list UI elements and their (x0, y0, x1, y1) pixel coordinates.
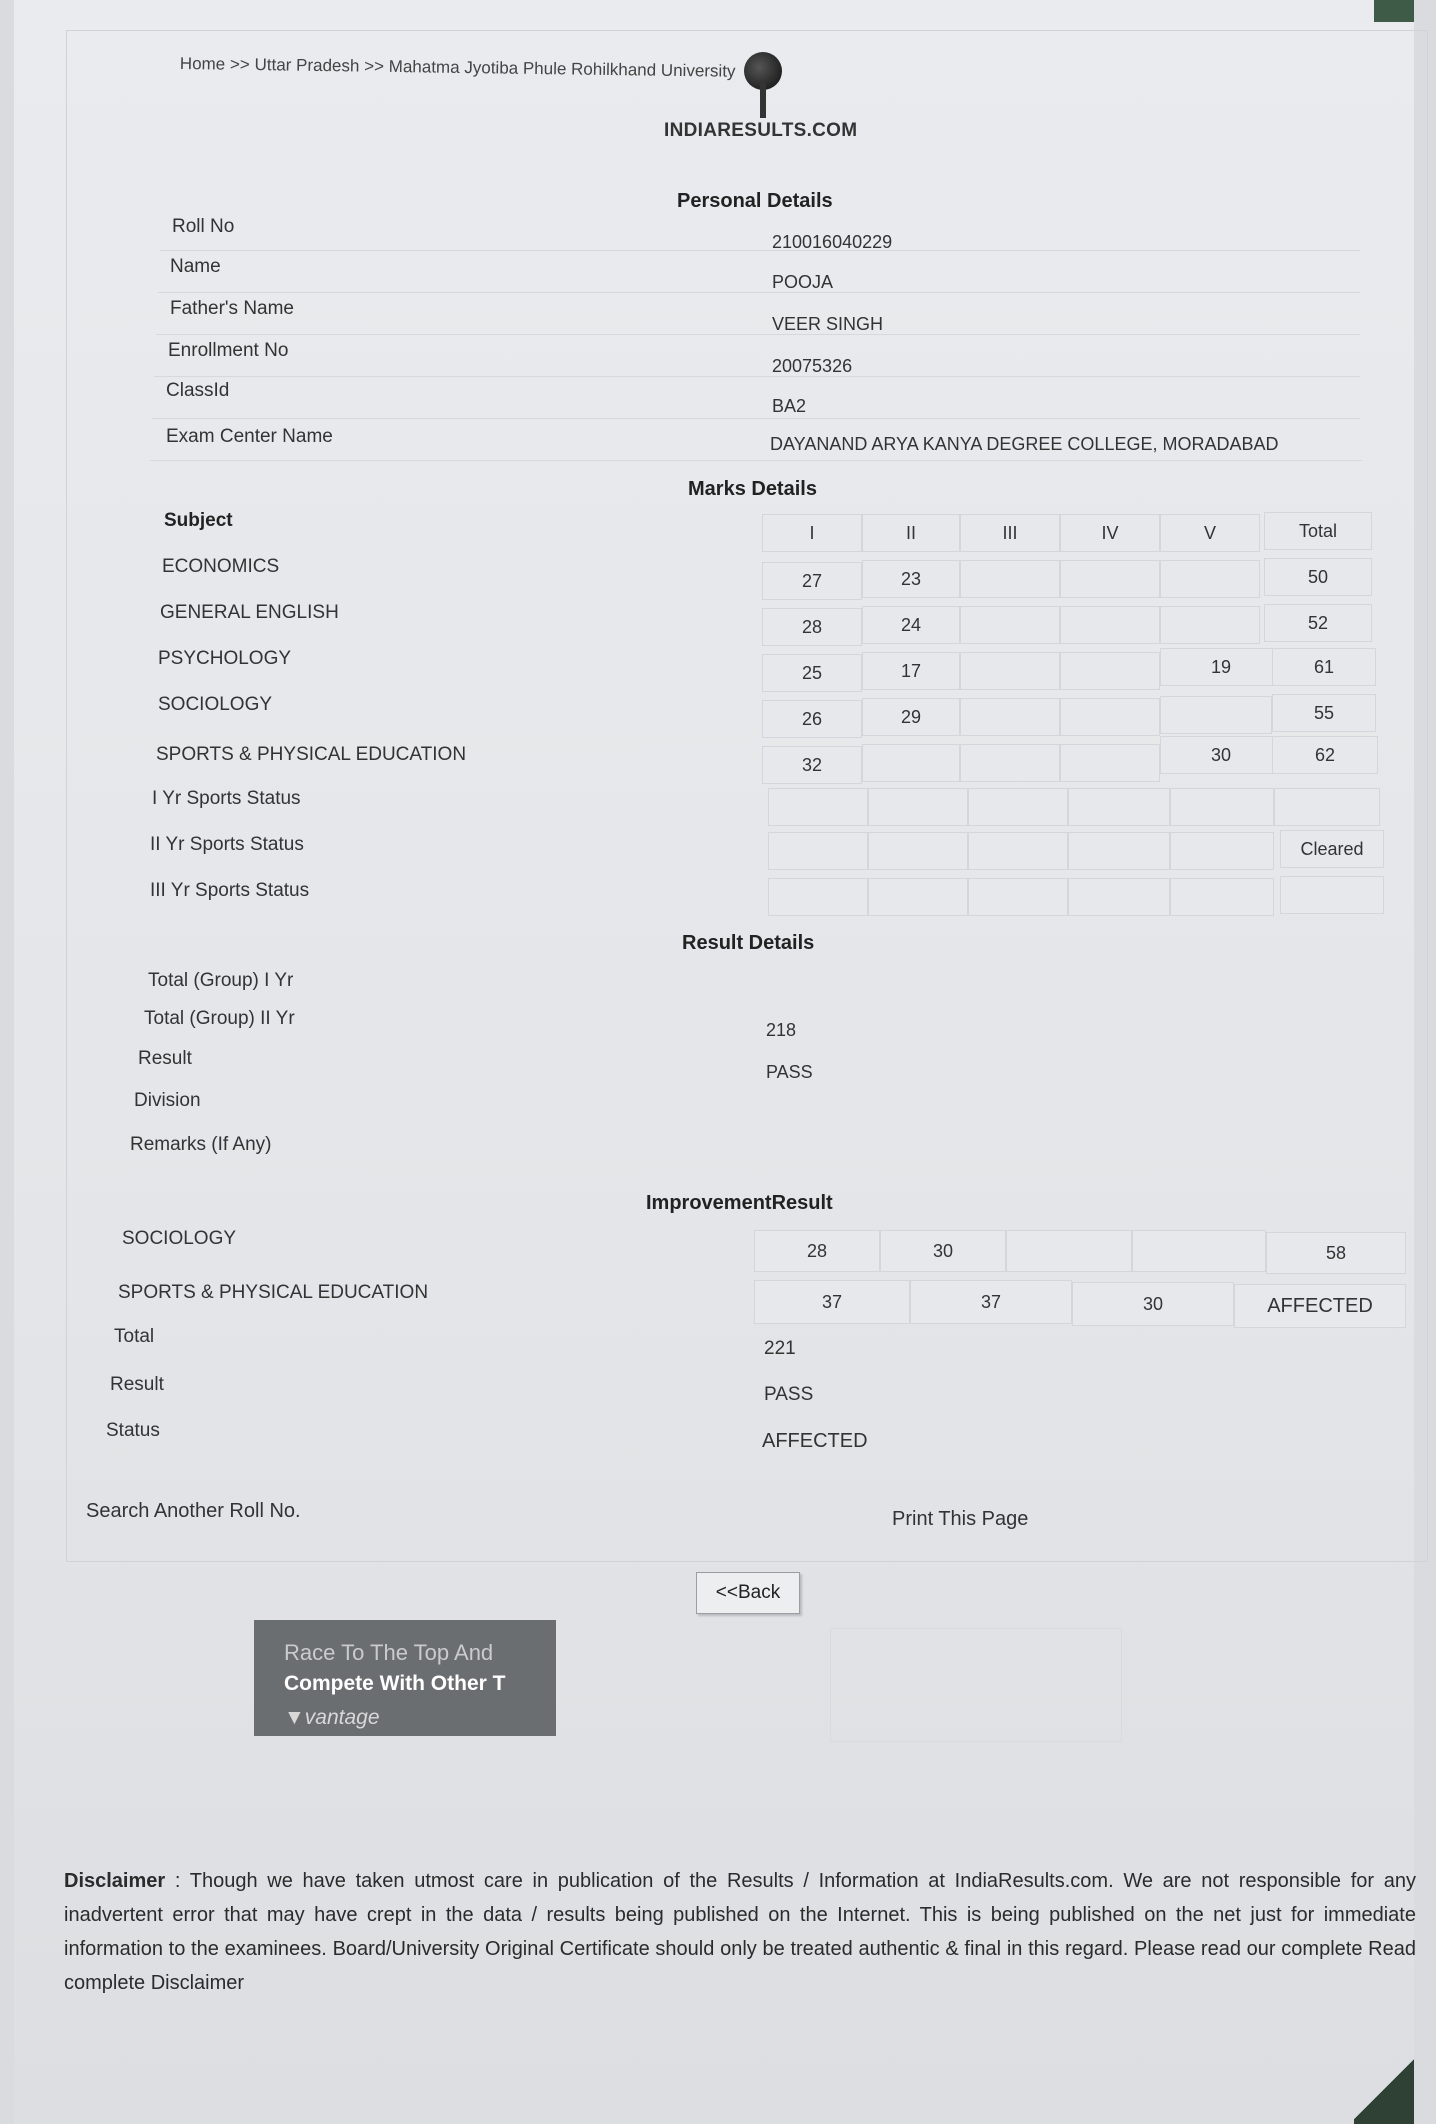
mark-cell (960, 698, 1060, 736)
mark-cell: 17 (862, 652, 960, 690)
mark-cell (960, 606, 1060, 644)
subject-general-english: GENERAL ENGLISH (160, 602, 339, 623)
column-header-v: V (1160, 514, 1260, 552)
improvement-status-label: Status (106, 1420, 160, 1441)
improvement-total-label: Total (114, 1326, 155, 1347)
status-cell (1170, 832, 1274, 870)
name-label: Name (170, 256, 221, 277)
status-cell (968, 832, 1068, 870)
improvement-total-value: 221 (764, 1338, 796, 1359)
mark-cell: 26 (762, 700, 862, 738)
roll-no-value: 210016040229 (772, 232, 893, 252)
breadcrumb-separator: >> (364, 56, 385, 76)
total-cell: 55 (1272, 694, 1376, 732)
push-pin-icon (744, 52, 782, 90)
mark-cell: 25 (762, 654, 862, 692)
breadcrumb-home[interactable]: Home (179, 54, 226, 74)
mark-cell: 28 (762, 608, 862, 646)
classid-value: BA2 (772, 396, 807, 416)
fathers-name-label: Father's Name (170, 298, 295, 319)
personal-row (156, 294, 1360, 335)
total-group-year-2-value: 218 (766, 1020, 797, 1040)
breadcrumb-university[interactable]: Mahatma Jyotiba Phule Rohilkhand University (388, 56, 736, 81)
column-header-i: I (762, 514, 862, 552)
improvement-mark-cell: 37 (910, 1280, 1072, 1324)
total-cell: 52 (1264, 604, 1372, 642)
status-cell (1068, 878, 1170, 916)
status-cell (1170, 878, 1274, 916)
improvement-mark-cell: 30 (880, 1230, 1006, 1272)
mark-cell (1060, 698, 1160, 736)
improvement-subject-sports: SPORTS & PHYSICAL EDUCATION (118, 1282, 429, 1303)
enrollment-no-label: Enrollment No (168, 340, 289, 361)
disclaimer-text: : Though we have taken utmost care in publication of the Results / Information at IndiaResults.com. We are not responsible for any inadvertent error that may have crept in the data / results being published on the Internet. This is being published on the net just for immediate information to the examinees. Board/University Original Certificate should only be treated authentic & final in this regard. Please read our complete Read complete Disclaimer (64, 1870, 1416, 1994)
personal-details-heading: Personal Details (677, 190, 833, 212)
status-cell (1068, 832, 1170, 870)
improvement-result-value: PASS (764, 1384, 814, 1405)
column-header-iii: III (960, 514, 1060, 552)
result-label: Result (138, 1048, 192, 1069)
sports-status-year-2: II Yr Sports Status (150, 834, 304, 855)
status-cell (768, 788, 868, 826)
total-group-year-1-label: Total (Group) I Yr (148, 970, 294, 991)
mark-cell (1160, 560, 1260, 598)
remarks-label: Remarks (If Any) (130, 1134, 272, 1155)
column-header-ii: II (862, 514, 960, 552)
mark-cell (960, 744, 1060, 782)
mark-cell (960, 560, 1060, 598)
status-cell (868, 788, 968, 826)
mark-cell (1060, 652, 1160, 690)
site-logo[interactable]: INDIARESULTS.COM (664, 120, 858, 141)
status-cell (968, 878, 1068, 916)
improvement-status-value: AFFECTED (762, 1430, 868, 1452)
sports-status-year-1: I Yr Sports Status (152, 788, 301, 809)
status-cell (968, 788, 1068, 826)
background-edge (1374, 0, 1414, 22)
result-value: PASS (766, 1062, 813, 1082)
ad-line-1: Race To The Top And (284, 1640, 494, 1665)
marks-details-heading: Marks Details (688, 478, 817, 500)
total-cell: 62 (1272, 736, 1378, 774)
exam-center-label: Exam Center Name (166, 426, 333, 447)
ad-brand-logo: ▼vantage (284, 1706, 380, 1729)
mark-cell (1160, 606, 1260, 644)
subject-sports-physical-education: SPORTS & PHYSICAL EDUCATION (156, 744, 467, 765)
mark-cell: 30 (1160, 736, 1282, 774)
improvement-result-heading: ImprovementResult (646, 1192, 833, 1214)
ad-brand: vantage (304, 1706, 380, 1729)
total-cell: 61 (1272, 648, 1376, 686)
personal-row (158, 252, 1360, 293)
column-header-iv: IV (1060, 514, 1160, 552)
advertisement-banner[interactable] (254, 1620, 556, 1736)
personal-row (150, 420, 1362, 461)
mark-cell: 23 (862, 560, 960, 598)
disclaimer-label: Disclaimer (64, 1870, 166, 1892)
subject-psychology: PSYCHOLOGY (158, 648, 292, 669)
personal-row (160, 210, 1360, 251)
enrollment-no-value: 20075326 (772, 356, 853, 376)
mark-cell (1060, 560, 1160, 598)
personal-row (154, 336, 1360, 377)
disclaimer (64, 1864, 1416, 2000)
subject-header: Subject (164, 510, 233, 531)
mark-cell (960, 652, 1060, 690)
classid-label: ClassId (166, 380, 230, 401)
status-cell (1170, 788, 1274, 826)
status-cell (868, 832, 968, 870)
ad-line-2: Compete With Other T (284, 1672, 506, 1695)
result-details-heading: Result Details (682, 932, 815, 954)
status-cell (768, 832, 868, 870)
column-header-total: Total (1264, 512, 1372, 550)
improvement-result-label: Result (110, 1374, 164, 1395)
improvement-mark-cell (1132, 1230, 1266, 1272)
roll-no-label: Roll No (172, 216, 235, 237)
mark-cell: 27 (762, 562, 862, 600)
mark-cell: 29 (862, 698, 960, 736)
mark-cell: 24 (862, 606, 960, 644)
mark-cell (1160, 696, 1272, 734)
status-cell (868, 878, 968, 916)
background-corner (1354, 2054, 1414, 2124)
mark-cell: 32 (762, 746, 862, 784)
subject-economics: ECONOMICS (162, 556, 280, 577)
improvement-mark-cell: 37 (754, 1280, 910, 1324)
empty-ad-slot (830, 1628, 1122, 1742)
print-page-link[interactable]: Print This Page (892, 1508, 1029, 1530)
exam-center-value: DAYANAND ARYA KANYA DEGREE COLLEGE, MORADABAD (770, 434, 1279, 454)
back-button[interactable]: <<Back (696, 1572, 800, 1614)
mark-cell: 19 (1160, 648, 1282, 686)
breadcrumb-separator: >> (229, 54, 250, 74)
total-group-year-2-label: Total (Group) II Yr (144, 1008, 295, 1029)
improvement-total-cell: 58 (1266, 1232, 1406, 1274)
personal-row (152, 378, 1360, 419)
improvement-status-cell: AFFECTED (1234, 1284, 1406, 1328)
search-another-roll-link[interactable]: Search Another Roll No. (86, 1500, 301, 1522)
status-cell (1280, 876, 1384, 914)
division-label: Division (134, 1090, 201, 1111)
status-cell (768, 878, 868, 916)
breadcrumb-state[interactable]: Uttar Pradesh (254, 55, 360, 76)
mark-cell (1060, 606, 1160, 644)
name-value: POOJA (772, 272, 834, 292)
improvement-subject-sociology: SOCIOLOGY (122, 1228, 237, 1249)
mark-cell (862, 744, 960, 782)
sports-status-year-3: III Yr Sports Status (150, 880, 310, 901)
status-cell (1274, 788, 1380, 826)
fathers-name-value: VEER SINGH (772, 314, 884, 334)
subject-sociology: SOCIOLOGY (158, 694, 273, 715)
status-cell (1068, 788, 1170, 826)
improvement-mark-cell (1006, 1230, 1132, 1272)
total-cell: 50 (1264, 558, 1372, 596)
status-cell: Cleared (1280, 830, 1384, 868)
improvement-mark-cell: 30 (1072, 1282, 1234, 1326)
improvement-mark-cell: 28 (754, 1230, 880, 1272)
mark-cell (1060, 744, 1160, 782)
